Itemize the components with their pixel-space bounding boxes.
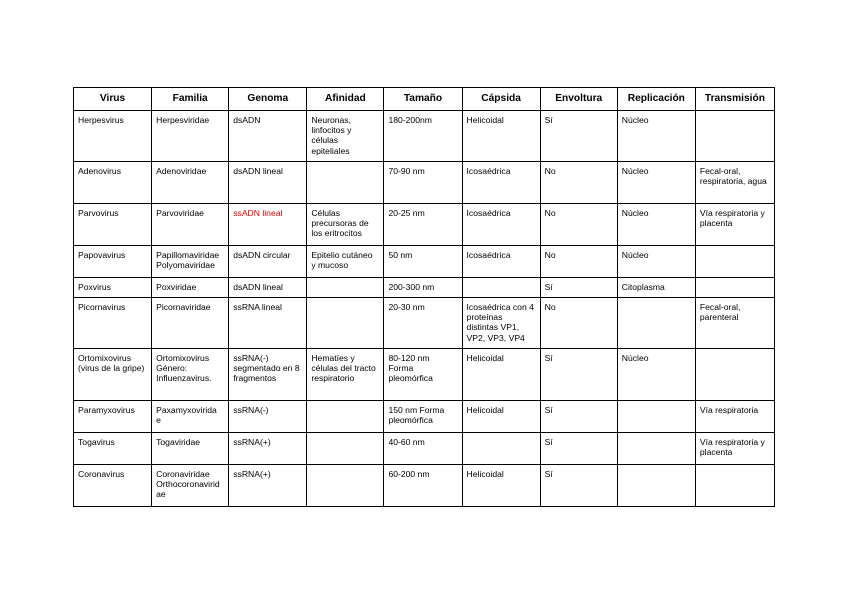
cell-virus: Poxvirus [74,277,152,297]
cell-envoltura: Sí [540,111,617,162]
cell-afinidad [307,432,384,464]
cell-familia [152,298,229,349]
cell-envoltura: No [540,161,617,203]
cell-capsida [462,277,540,297]
cell-replicacion [617,432,695,464]
cell-virus: Togavirus [74,432,152,464]
cell-familia [152,432,229,464]
cell-familia [152,245,229,277]
cell-afinidad [307,464,384,506]
cell-capsida: Icosaédrica [462,203,540,245]
cell-capsida: Icosaédrica [462,245,540,277]
table-row [74,348,775,400]
cell-transmision [695,245,774,277]
table-row [74,432,775,464]
table-row [74,400,775,432]
familia-line: Influenzavirus. [156,373,212,384]
cell-afinidad [307,277,384,297]
cell-envoltura: Sí [540,400,617,432]
table-row [74,464,775,506]
cell-virus: Ortomixovirus (virus de la gripe) [74,348,152,400]
cell-transmision [695,464,774,506]
familia-line: Poxviridae [156,281,197,292]
header-capsida: Cápsida [462,88,540,111]
cell-tamano: 70-90 nm [384,161,462,203]
familia-line: Picornaviridae [156,302,211,313]
cell-tamano: 60-200 nm [384,464,462,506]
table-row [74,277,775,297]
cell-transmision [695,277,774,297]
cell-afinidad: Neuronas, linfocitos y células epiteliales [307,111,384,162]
cell-replicacion: Núcleo [617,203,695,245]
table-row [74,245,775,277]
cell-transmision: Vía respiratoria [695,400,774,432]
cell-familia [152,348,229,400]
cell-tamano: 80-120 nm Forma pleomórfica [384,348,462,400]
header-transmision: Transmisión [695,88,774,111]
table-row [74,161,775,203]
header-familia: Familia [152,88,229,111]
cell-genoma: ssADN lineal [229,203,307,245]
cell-capsida: Helicoidal [462,111,540,162]
header-genoma: Genoma [229,88,307,111]
cell-familia [152,203,229,245]
cell-envoltura: No [540,245,617,277]
cell-transmision [695,348,774,400]
cell-transmision: Vía respiratoria y placenta [695,203,774,245]
cell-tamano: 150 nm Forma pleomórfica [384,400,462,432]
cell-transmision: Fecal-oral, parenteral [695,298,774,349]
cell-virus: Parvovirus [74,203,152,245]
cell-replicacion: Núcleo [617,245,695,277]
familia-line: Parvoviridae [156,207,204,218]
cell-afinidad: Epitelio cutáneo y mucoso [307,245,384,277]
cell-virus: Coronavirus [74,464,152,506]
cell-capsida: Helicoidal [462,464,540,506]
header-virus: Virus [74,88,152,111]
familia-line: Togaviridae [156,436,201,447]
familia-line: Adenoviridae [156,165,207,176]
familia-line: Género: [156,363,188,374]
cell-replicacion [617,298,695,349]
cell-capsida: Icosaédrica con 4 proteínas distintas VP1, VP2, VP3, VP4 [462,298,540,349]
cell-genoma: dsADN lineal [229,161,307,203]
cell-envoltura: Sí [540,464,617,506]
cell-replicacion: Núcleo [617,161,695,203]
table-body [74,111,775,507]
header-envoltura: Envoltura [540,88,617,111]
cell-genoma: ssRNA(+) [229,432,307,464]
familia-line: Coronaviridae [156,468,210,479]
cell-afinidad [307,298,384,349]
cell-afinidad: Células precursoras de los eritrocitos [307,203,384,245]
cell-afinidad: Hematíes y células del tracto respiratorio [307,348,384,400]
cell-envoltura: Sí [540,432,617,464]
cell-genoma: ssRNA(-) segmentado en 8 fragmentos [229,348,307,400]
familia-line: Orthocoronavirid ae [156,479,220,500]
header-replicacion: Replicación [617,88,695,111]
cell-transmision: Fecal-oral, respiratoria, agua [695,161,774,203]
familia-line: Papillomaviridae [156,249,220,260]
cell-familia [152,464,229,506]
cell-envoltura: No [540,203,617,245]
cell-virus: Adenovirus [74,161,152,203]
cell-envoltura: Sí [540,277,617,297]
table-row [74,298,775,349]
cell-tamano: 20-25 nm [384,203,462,245]
familia-line: Polyomaviridae [156,260,215,271]
cell-virus: Picornavirus [74,298,152,349]
cell-familia [152,161,229,203]
cell-tamano: 40-60 nm [384,432,462,464]
cell-tamano: 180-200nm [384,111,462,162]
cell-replicacion: Núcleo [617,111,695,162]
cell-genoma: ssRNA(-) [229,400,307,432]
cell-capsida [462,432,540,464]
familia-line: Herpesviridae [156,115,210,125]
familia-line: Ortomixovirus [156,352,210,363]
cell-afinidad [307,161,384,203]
cell-envoltura: No [540,298,617,349]
cell-tamano: 50 nm [384,245,462,277]
cell-familia [152,111,229,162]
header-row [74,88,775,111]
cell-tamano: 200-300 nm [384,277,462,297]
cell-afinidad [307,400,384,432]
cell-capsida: Helicoidal [462,348,540,400]
cell-transmision [695,111,774,162]
virus-table [73,87,775,507]
cell-genoma: dsADN lineal [229,277,307,297]
header-afinidad: Afinidad [307,88,384,111]
cell-capsida: Helicoidal [462,400,540,432]
table-row [74,203,775,245]
cell-genoma: ssRNA lineal [229,298,307,349]
cell-genoma: dsADN circular [229,245,307,277]
cell-replicacion [617,464,695,506]
table-row [74,111,775,162]
cell-familia [152,400,229,432]
cell-genoma: dsADN [229,111,307,162]
cell-virus: Herpesvirus [74,111,152,162]
cell-familia [152,277,229,297]
cell-replicacion [617,400,695,432]
cell-capsida: Icosaédrica [462,161,540,203]
cell-virus: Paramyxovirus [74,400,152,432]
familia-line: Paxamyxovirida e [156,404,217,426]
cell-tamano: 20-30 nm [384,298,462,349]
cell-replicacion: Núcleo [617,348,695,400]
cell-transmision: Vía respiratoria y placenta [695,432,774,464]
cell-replicacion: Citoplasma [617,277,695,297]
header-tamano: Tamaño [384,88,462,111]
cell-virus: Papovavirus [74,245,152,277]
cell-genoma: ssRNA(+) [229,464,307,506]
cell-envoltura: Sí [540,348,617,400]
